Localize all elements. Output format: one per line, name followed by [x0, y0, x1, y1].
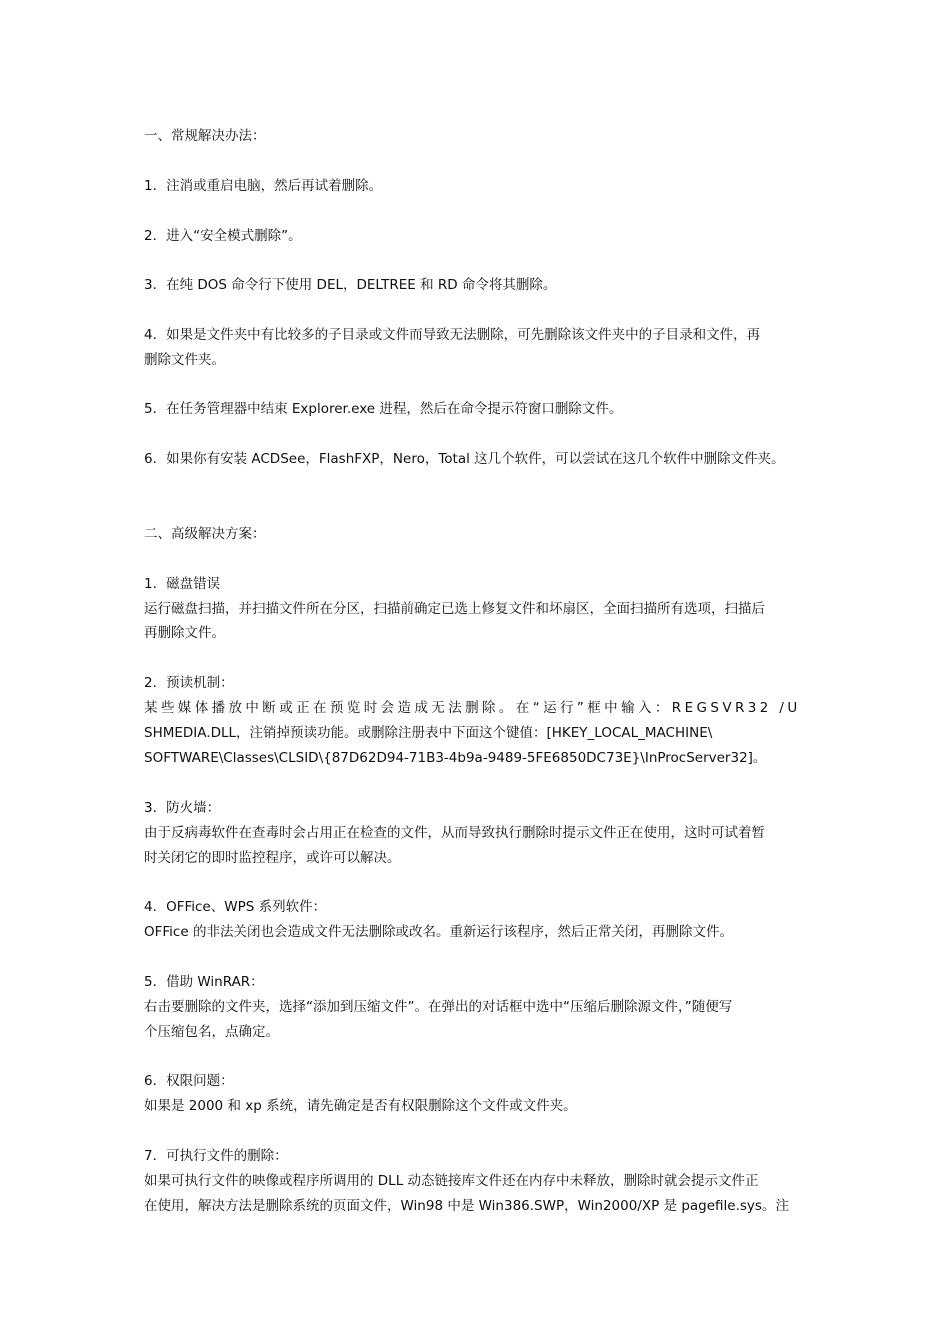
section1-item-4-line2: 删除文件夹。 [144, 352, 225, 368]
section1-item-4-line1: 4．如果是文件夹中有比较多的子目录或文件而导致无法删除，可先删除该文件夹中的子目录和文件，再 [144, 327, 761, 343]
section2-item-6-line1: 如果是 2000 和 xp 系统，请先确定是否有权限删除这个文件或文件夹。 [144, 1098, 577, 1114]
section2-item-7-line1: 如果可执行文件的映像或程序所调用的 DLL 动态链接库文件还在内存中未释放，删除时就会提示文件正 [144, 1173, 759, 1189]
section2-item-7-line2: 在使用，解决方法是删除系统的页面文件，Win98 中是 Win386.SWP，Win2000/XP 是 pagefile.sys。注 [144, 1198, 789, 1214]
section1-item-3: 3．在纯 DOS 命令行下使用 DEL，DELTREE 和 RD 命令将其删除。 [144, 277, 557, 293]
section2-item-2-line3: SOFTWARE\Classes\CLSID\{87D62D94-71B3-4b9a-9489-5FE6850DC73E}\InProcServer32]。 [144, 750, 767, 766]
section2-item-7-title: 7．可执行文件的删除： [144, 1148, 288, 1164]
section1-heading: 一、常规解决办法： [144, 128, 266, 144]
section2-item-5-line2: 个压缩包名，点确定。 [144, 1024, 279, 1040]
section2-item-3-title: 3．防火墙： [144, 800, 221, 816]
section2-item-3-line2: 时关闭它的即时监控程序，或许可以解决。 [144, 850, 401, 866]
section2-item-5-line1: 右击要删除的文件夹，选择“添加到压缩文件”。在弹出的对话框中选中“压缩后删除源文件，”随便写 [144, 999, 733, 1015]
section2-item-1-title: 1．磁盘错误 [144, 576, 221, 592]
section1-item-5: 5．在任务管理器中结束 Explorer.exe 进程，然后在命令提示符窗口删除文件。 [144, 401, 623, 417]
section2-item-4-line1: OFFice 的非法关闭也会造成文件无法删除或改名。重新运行该程序，然后正常关闭，再删除文件。 [144, 924, 733, 940]
section2-item-4-title: 4．OFFice、WPS 系列软件： [144, 899, 327, 915]
section2-item-6-title: 6．权限问题： [144, 1073, 234, 1089]
section2-item-1-line2: 再删除文件。 [144, 625, 225, 641]
section2-item-1-line1: 运行磁盘扫描，并扫描文件所在分区，扫描前确定已选上修复文件和坏扇区，全面扫描所有选项，扫描后 [144, 601, 765, 617]
section1-item-2: 2．进入“安全模式删除”。 [144, 228, 302, 244]
section2-item-2-line1: 某些媒体播放中断或正在预览时会造成无法删除。在“运行”框中输入：REGSVR32 /U [144, 700, 801, 716]
section2-item-2-title: 2．预读机制： [144, 675, 234, 691]
section2-item-5-title: 5．借助 WinRAR： [144, 974, 264, 990]
section1-item-6: 6．如果你有安装 ACDSee，FlashFXP，Nero，Total 这几个软件，可以尝试在这几个软件中删除文件夹。 [144, 451, 785, 467]
section2-item-2-line2: SHMEDIA.DLL，注销掉预读功能。或删除注册表中下面这个键值：[HKEY_LOCAL_MACHINE\ [144, 725, 713, 741]
section1-item-1: 1．注消或重启电脑，然后再试着删除。 [144, 178, 383, 194]
section2-item-3-line1: 由于反病毒软件在查毒时会占用正在检查的文件，从而导致执行删除时提示文件正在使用，这时可试着暂 [144, 825, 765, 841]
section2-heading: 二、高级解决方案： [144, 526, 266, 542]
